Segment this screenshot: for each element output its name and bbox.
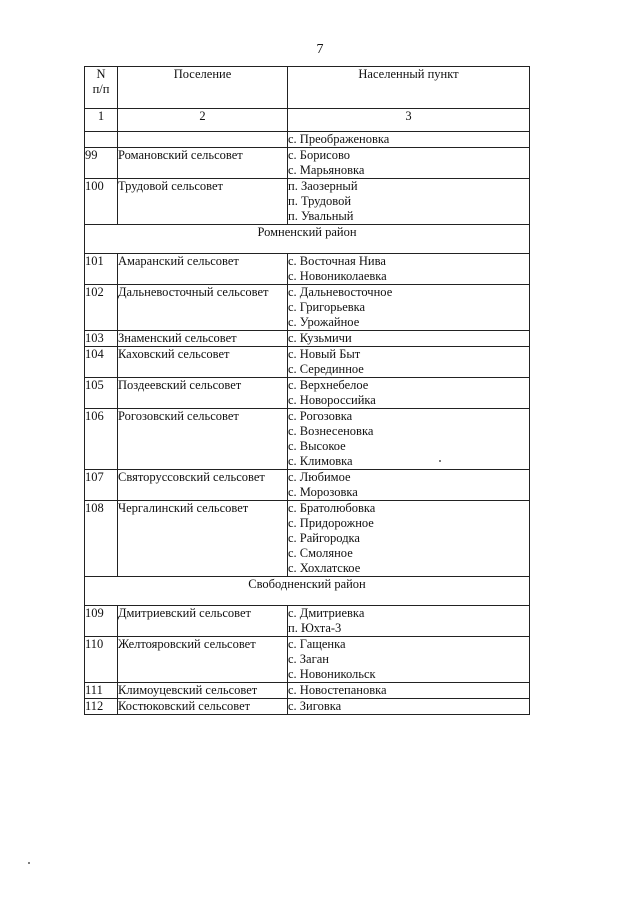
region-title: Свободненский район (85, 577, 530, 606)
locality-name: с. Серединное (288, 362, 364, 376)
table-row (85, 254, 530, 285)
locality-cell (288, 254, 530, 285)
row-number: 105 (85, 378, 118, 409)
locality-cell (288, 470, 530, 501)
locality-name: с. Новоникольск (288, 667, 376, 681)
table-row (85, 470, 530, 501)
settlement-name (118, 132, 288, 148)
column-index-row (85, 109, 530, 132)
table-row (85, 179, 530, 225)
locality-name: с. Кузьмичи (288, 331, 352, 345)
locality-cell (288, 285, 530, 331)
locality-cell (288, 637, 530, 683)
locality-cell (288, 378, 530, 409)
locality-name: с. Гащенка (288, 637, 346, 651)
locality-cell (288, 683, 530, 699)
settlement-name: Чергалинский сельсовет (118, 501, 288, 577)
settlement-name: Рогозовский сельсовет (118, 409, 288, 470)
locality-name: с. Хохлатское (288, 561, 361, 575)
row-number: 100 (85, 179, 118, 225)
locality-name: с. Новороссийка (288, 393, 376, 407)
locality-name: п. Юхта-3 (288, 621, 342, 635)
locality-name: с. Придорожное (288, 516, 374, 530)
scan-speck (28, 862, 30, 864)
table-row (85, 637, 530, 683)
locality-name: с. Климовка (288, 454, 353, 468)
settlement-name: Святоруссовский сельсовет (118, 470, 288, 501)
settlement-name: Дмитриевский сельсовет (118, 606, 288, 637)
locality-name: с. Марьяновка (288, 163, 365, 177)
settlements-table (84, 66, 530, 715)
settlement-name: Дальневосточный сельсовет (118, 285, 288, 331)
column-index-1: 1 (85, 109, 118, 132)
locality-name: с. Любимое (288, 470, 351, 484)
row-number: 107 (85, 470, 118, 501)
column-index-2: 2 (118, 109, 288, 132)
locality-cell (288, 699, 530, 715)
locality-cell (288, 606, 530, 637)
table-row (85, 148, 530, 179)
row-number: 112 (85, 699, 118, 715)
row-number: 99 (85, 148, 118, 179)
region-header-row (85, 225, 530, 254)
locality-name: с. Верхнебелое (288, 378, 369, 392)
locality-name: с. Высокое (288, 439, 346, 453)
row-number: 109 (85, 606, 118, 637)
locality-name: с. Григорьевка (288, 300, 366, 314)
settlement-name: Каховский сельсовет (118, 347, 288, 378)
locality-name: с. Вознесеновка (288, 424, 374, 438)
row-number: 108 (85, 501, 118, 577)
locality-name: с. Восточная Нива (288, 254, 386, 268)
header-num: N п/п (85, 67, 118, 109)
locality-name: с. Урожайное (288, 315, 360, 329)
locality-cell (288, 331, 530, 347)
table-row (85, 501, 530, 577)
settlement-name: Романовский сельсовет (118, 148, 288, 179)
locality-name: с. Преображеновка (288, 132, 390, 146)
region-title: Ромненский район (85, 225, 530, 254)
settlement-name: Желтояровский сельсовет (118, 637, 288, 683)
region-header-row (85, 577, 530, 606)
locality-name: с. Братолюбовка (288, 501, 376, 515)
locality-name: п. Трудовой (288, 194, 352, 208)
table-row (85, 285, 530, 331)
row-number: 110 (85, 637, 118, 683)
locality-name: п. Заозерный (288, 179, 358, 193)
settlement-name: Поздеевский сельсовет (118, 378, 288, 409)
table-row (85, 606, 530, 637)
header-settlement: Поселение (118, 67, 288, 109)
row-number: 104 (85, 347, 118, 378)
settlement-name: Климоуцевский сельсовет (118, 683, 288, 699)
scan-speck (439, 460, 441, 462)
table-row (85, 699, 530, 715)
settlement-name: Знаменский сельсовет (118, 331, 288, 347)
column-index-3: 3 (288, 109, 530, 132)
locality-name: с. Зиговка (288, 699, 342, 713)
locality-name: с. Дмитриевка (288, 606, 365, 620)
settlement-name: Амаранский сельсовет (118, 254, 288, 285)
locality-cell (288, 132, 530, 148)
settlement-name: Костюковский сельсовет (118, 699, 288, 715)
locality-name: с. Борисово (288, 148, 351, 162)
row-number: 102 (85, 285, 118, 331)
locality-name: с. Смоляное (288, 546, 353, 560)
row-number: 101 (85, 254, 118, 285)
locality-cell (288, 409, 530, 470)
locality-name: с. Морозовка (288, 485, 358, 499)
table-row (85, 132, 530, 148)
locality-name: с. Рогозовка (288, 409, 353, 423)
table-row (85, 347, 530, 378)
table-header-row (85, 67, 530, 109)
table-row (85, 683, 530, 699)
locality-name: с. Новониколаевка (288, 269, 387, 283)
row-number (85, 132, 118, 148)
header-locality: Населенный пункт (288, 67, 530, 109)
page-number: 7 (316, 42, 324, 57)
table-row (85, 378, 530, 409)
table-row (85, 331, 530, 347)
locality-name: с. Новостепановка (288, 683, 387, 697)
locality-cell (288, 501, 530, 577)
locality-name: с. Райгородка (288, 531, 360, 545)
locality-name: с. Дальневосточное (288, 285, 393, 299)
locality-name: с. Новый Быт (288, 347, 361, 361)
table-row (85, 409, 530, 470)
settlement-name: Трудовой сельсовет (118, 179, 288, 225)
locality-cell (288, 179, 530, 225)
row-number: 111 (85, 683, 118, 699)
locality-name: п. Увальный (288, 209, 354, 223)
locality-name: с. Заган (288, 652, 329, 666)
locality-cell (288, 347, 530, 378)
locality-cell (288, 148, 530, 179)
row-number: 106 (85, 409, 118, 470)
row-number: 103 (85, 331, 118, 347)
